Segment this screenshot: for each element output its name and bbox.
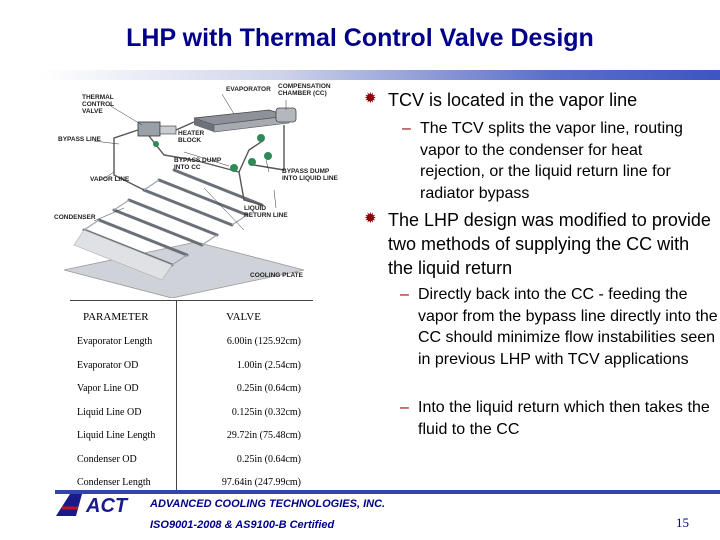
- table-cell-parameter: Liquid Line Length: [77, 430, 156, 442]
- table-cell-parameter: Condenser Length: [77, 477, 151, 489]
- dash-marker: –: [400, 399, 409, 416]
- bullet-1-sub-1: [402, 118, 710, 204]
- table-cell-value: 29.72in (75.48cm): [226, 430, 301, 442]
- table-header-valve: VALVE: [226, 311, 261, 323]
- label-cooling-plate: COOLING PLATE: [250, 272, 303, 279]
- label-heater-block: HEATER BLOCK: [178, 130, 205, 144]
- bullet-1-text: TCV is located in the vapor line: [388, 90, 638, 110]
- table-cell-value: 1.00in (2.54cm): [236, 359, 301, 371]
- label-vapor-line: VAPOR LINE: [90, 176, 130, 183]
- act-logo: [52, 490, 142, 518]
- certification: ISO9001-2008 & AS9100-B Certified: [150, 519, 335, 531]
- lhp-diagram: [54, 80, 338, 298]
- label-bypass-dump-cc: BYPASS DUMP INTO CC: [174, 157, 222, 171]
- act-logo-icon: [52, 490, 142, 518]
- bullet-2-sub-1: [400, 284, 720, 370]
- table-row: [73, 424, 305, 448]
- label-bypass-dump-liquid: BYPASS DUMP INTO LIQUID LINE: [282, 168, 338, 182]
- bullet-2: [364, 208, 714, 280]
- bullet-marker-icon: ✹: [364, 210, 377, 227]
- table-header-parameter: PARAMETER: [83, 311, 149, 323]
- label-liquid-return-line: LIQUID RETURN LINE: [244, 205, 288, 219]
- logo-text: ACT: [86, 495, 128, 517]
- table-cell-value: 0.25in (0.64cm): [236, 453, 301, 465]
- slide-title: LHP with Thermal Control Valve Design: [126, 24, 594, 52]
- bullet-2-text: The LHP design was modified to provide two methods of supplying the CC with the liquid return: [388, 210, 711, 278]
- table-cell-parameter: Evaporator OD: [77, 359, 139, 371]
- bullet-1: [364, 88, 720, 112]
- table-row: [73, 354, 305, 378]
- table-row: [73, 330, 305, 354]
- parameter-table: [73, 304, 305, 495]
- bullet-marker-icon: ✹: [364, 90, 377, 107]
- table-header-row: [73, 304, 305, 330]
- page-number: 15: [676, 515, 689, 530]
- bullet-2-sub-2-text: Into the liquid return which then takes the fluid to the CC: [418, 399, 710, 438]
- label-thermal-control-valve: THERMAL CONTROL VALVE: [82, 94, 115, 115]
- table-cell-parameter: Evaporator Length: [77, 336, 153, 348]
- table-row: [73, 401, 305, 425]
- table-row: [73, 448, 305, 472]
- label-condenser: CONDENSER: [54, 214, 96, 221]
- table-cell-value: 97.64in (247.99cm): [221, 477, 301, 489]
- table-cell-parameter: Liquid Line OD: [77, 406, 142, 418]
- table-cell-value: 6.00in (125.92cm): [226, 336, 301, 348]
- label-compensation-chamber: COMPENSATION CHAMBER (CC): [278, 83, 331, 97]
- table-cell-value: 0.125in (0.32cm): [231, 406, 301, 418]
- label-evaporator: EVAPORATOR: [226, 86, 271, 93]
- table-cell-parameter: Vapor Line OD: [77, 383, 139, 395]
- title-underline: [40, 70, 720, 80]
- footer-rule: [55, 490, 720, 494]
- company-name: ADVANCED COOLING TECHNOLOGIES, INC.: [150, 498, 386, 510]
- bullet-2-sub-1-text: Directly back into the CC - feeding the vapor from the bypass line directly into the CC should minimize flow instabilities seen in previous LHP with TCV applications: [418, 286, 718, 368]
- table-top-border: [70, 300, 313, 301]
- bullet-1-sub-1-text: The TCV splits the vapor line, routing vapor to the condenser for heat rejection, or the liquid return line for radiator bypass: [420, 120, 683, 202]
- label-bypass-line: BYPASS LINE: [58, 136, 101, 143]
- table-row: [73, 377, 305, 401]
- bullet-2-sub-2: [400, 397, 720, 440]
- dash-marker: –: [400, 286, 409, 303]
- table-cell-parameter: Condenser OD: [77, 453, 137, 465]
- dash-marker: –: [402, 120, 411, 137]
- table-cell-value: 0.25in (0.64cm): [236, 383, 301, 395]
